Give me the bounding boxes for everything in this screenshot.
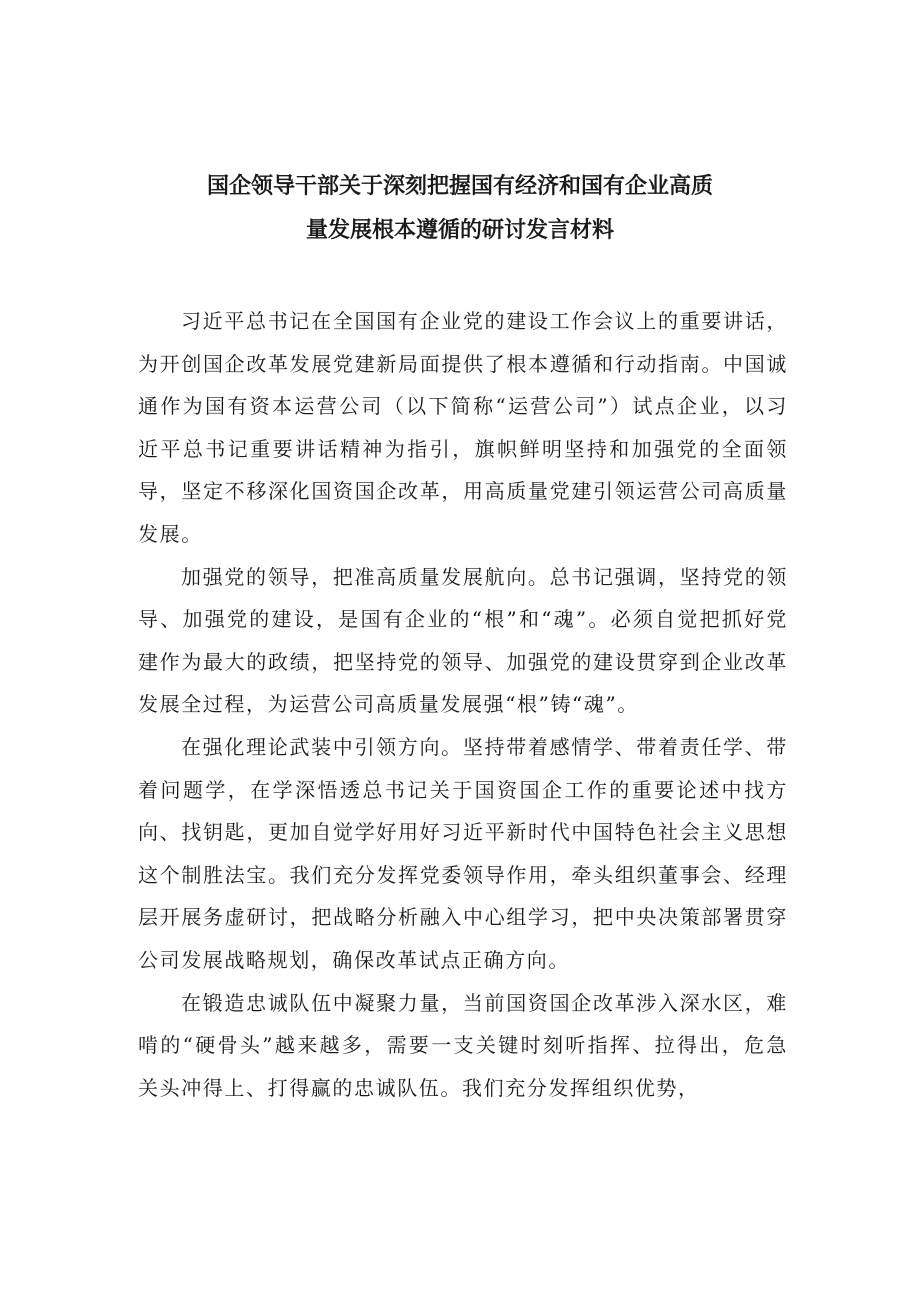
- paragraph-party-leadership: 加强党的领导，把准高质量发展航向。总书记强调，坚持党的领导、加强党的建设，是国有企业的“根”和“魂”。必须自觉把抓好党建作为最大的政绩，把坚持党的领导、加强党的建设贯穿到企业改革发展全过程，为运营公司高质量发展强“根”铸“魂”。: [138, 564, 788, 717]
- paragraph-theory: 在强化理论武装中引领方向。坚持带着感情学、带着责任学、带着问题学，在学深悟透总书记关于国资国企工作的重要论述中找方向、找钥匙，更加自觉学好用好习近平新时代中国特色社会主义思想这个制胜法宝。我们充分发挥党委领导作用，牵头组织董事会、经理层开展务虚研讨，把战略分析融入中心组学习，把中央决策部署贯穿公司发展战略规划，确保改革试点正确方向。: [138, 734, 788, 972]
- paragraph-loyal-team: 在锻造忠诚队伍中凝聚力量，当前国资国企改革涉入深水区，难啃的“硬骨头”越来越多，需要一支关键时刻听指挥、拉得出，危急关头冲得上、打得赢的忠诚队伍。我们充分发挥组织优势，: [138, 990, 788, 1100]
- document-body: [138, 300, 788, 1109]
- document-title-line-1: 国企领导干部关于深刻把握国有经济和国有企业高质: [206, 174, 713, 199]
- paragraph-intro: 习近平总书记在全国国有企业党的建设工作会议上的重要讲话，为开创国企改革发展党建新局面提供了根本遵循和行动指南。中国诚通作为国有资本运营公司（以下简称“运营公司”）试点企业，以习近平总书记重要讲话精神为指引，旗帜鲜明坚持和加强党的全面领导，坚定不移深化国资国企改革，用高质量党建引领运营公司高质量发展。: [138, 309, 788, 546]
- document-title-line-2: 量发展根本遵循的研讨发言材料: [305, 218, 614, 243]
